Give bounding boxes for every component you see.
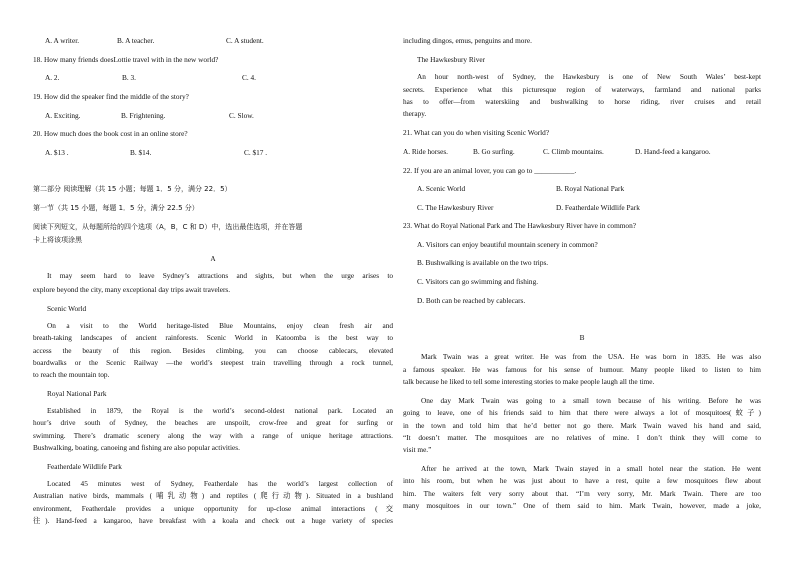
royal-park-line-2: hour’s drive south of Sydney, the beaches are unspoilt, crow-free and great for surfing or	[33, 418, 393, 427]
hawkesbury-line-2: secrets. Experience what this picturesque region of waterways, farmland and national parks	[403, 85, 761, 94]
q19-stem: 19. How did the speaker find the middle of the story?	[33, 92, 189, 101]
q20-option-a[interactable]: A. $13 .	[45, 148, 69, 157]
q19-option-b[interactable]: B. Frightening.	[121, 111, 166, 120]
q21-option-a[interactable]: A. Ride horses.	[403, 147, 448, 156]
q17-option-b[interactable]: B. A teacher.	[117, 36, 155, 45]
q20-option-b[interactable]: B. $14.	[130, 148, 152, 157]
twain-p2-line-5: visit me.”	[403, 445, 432, 454]
q18-stem: 18. How many friends doesLottie travel with in the new world?	[33, 55, 219, 64]
q18-option-a[interactable]: A. 2.	[45, 73, 60, 82]
featherdale-line-1: Located 45 minutes west of Sydney, Featherdale has the world’s largest collection of	[47, 479, 393, 488]
hawkesbury-line-3: has to offer—from waterskiing and bushwalking to horse riding, river cruises and retail	[403, 97, 761, 106]
q21-stem: 21. What can you do when visiting Scenic World?	[403, 128, 550, 137]
twain-p1-line-2: a famous speaker. He was famous for his sense of humour. Many people liked to listen to him	[403, 365, 761, 374]
featherdale-line-4: 往). Hand-feed a kangaroo, have breakfast with a koala and check out a huge variety of species	[33, 516, 393, 525]
instructions-line-2: 卡上将该项涂黑	[33, 236, 82, 244]
featherdale-continued: including dingos, emus, penguins and more.	[403, 36, 532, 45]
q18-option-b[interactable]: B. 3.	[122, 73, 136, 82]
q23-option-b[interactable]: B. Bushwalking is available on the two trips.	[417, 258, 549, 267]
q22-option-b[interactable]: B. Royal National Park	[556, 184, 625, 193]
twain-p2-line-4: “It doesn’t matter. The mosquitoes are no relatives of mine. I don’t think they will come to	[403, 433, 761, 442]
twain-p2-line-2: going to leave, one of his friends said to him that there were always a lot of mosquitoes(蚊子)	[403, 408, 761, 417]
passage-a-label: A	[210, 254, 216, 263]
q23-stem: 23. What do Royal National Park and The Hawkesbury River have in common?	[403, 221, 636, 230]
q19-option-c[interactable]: C. Slow.	[229, 111, 254, 120]
scenic-world-line-4: boardwalks or the Scenic Railway —the world’s steepest train travelling through a rock tunnel,	[33, 358, 393, 367]
q21-option-d[interactable]: D. Hand-feed a kangaroo.	[635, 147, 711, 156]
q21-option-c[interactable]: C. Climb mountains.	[543, 147, 604, 156]
q23-option-c[interactable]: C. Visitors can go swimming and fishing.	[417, 277, 539, 286]
royal-park-line-4: Bushwalking, boating, canoeing and fishing are also popular activities.	[33, 443, 240, 452]
passage-b-label: B	[579, 333, 585, 342]
twain-p1-line-1: Mark Twain was a great writer. He was from the USA. He was born in 1835. He was also	[421, 352, 761, 361]
q23-option-a[interactable]: A. Visitors can enjoy beautiful mountain scenery in common?	[417, 240, 598, 249]
instructions-line-1: 阅读下列短文，从每题所给的四个选项（A，B，C 和 D）中，选出最佳选项，并在答题	[33, 223, 303, 231]
hawkesbury-line-1: An hour north-west of Sydney, the Hawkesbury is one of New South Wales’ best-kept	[417, 72, 761, 81]
q22-option-c[interactable]: C. The Hawkesbury River	[417, 203, 494, 212]
featherdale-line-3: environment, Featherdale provides a unique opportunity for up-close animal interactions (交	[33, 504, 393, 513]
intro-line-1: It may seem hard to leave Sydney’s attractions and sights, but when the urge arises to	[47, 271, 393, 280]
q18-option-c[interactable]: C. 4.	[242, 73, 256, 82]
part2-title: 第二部分 阅读理解（共 15 小题；每题 1．5 分，满分 22．5）	[33, 185, 232, 193]
q21-option-b[interactable]: B. Go surfing.	[473, 147, 515, 156]
q19-option-a[interactable]: A. Exciting.	[45, 111, 81, 120]
featherdale-line-2: Australian native birds, mammals (哺乳动物) and reptiles (爬行动物). Situated in a bushland	[33, 491, 393, 500]
q20-option-c[interactable]: C. $17 .	[244, 148, 268, 157]
scenic-world-line-5: to reach the mountain top.	[33, 370, 110, 379]
hawkesbury-line-4: therapy.	[403, 109, 427, 118]
twain-p3-line-1: After he arrived at the town, Mark Twain stayed in a small hotel near the station. He went	[421, 464, 761, 473]
twain-p2-line-1: One day Mark Twain was going to a small town because of his writing. Before he was	[421, 396, 761, 405]
royal-park-line-1: Established in 1879, the Royal is the world’s second-oldest national park. Located an	[47, 406, 393, 415]
q22-stem: 22. If you are an animal lover, you can go to ___________.	[403, 166, 577, 175]
scenic-world-heading: Scenic World	[47, 304, 87, 313]
q20-stem: 20. How much does the book cost in an online store?	[33, 129, 188, 138]
twain-p3-line-2: into his room, but when he was just about to have a rest, quite a few mosquitoes flew about	[403, 476, 761, 485]
twain-p2-line-3: in the town and told him that he’d better not go there. Mark Twain waved his hand and said,	[403, 421, 761, 430]
royal-park-heading: Royal National Park	[47, 389, 107, 398]
q17-option-c[interactable]: C. A student.	[226, 36, 264, 45]
intro-line-2: explore beyond the city, many exceptional day trips await travelers.	[33, 285, 231, 294]
scenic-world-line-3: access the beauty of this region. Besides climbing, you can choose cablecars, elevated	[33, 346, 393, 355]
featherdale-heading: Featherdale Wildlife Park	[47, 462, 122, 471]
hawkesbury-heading: The Hawkesbury River	[417, 55, 486, 64]
section1-title: 第一节（共 15 小题，每题 1．5 分，满分 22.5 分）	[33, 204, 199, 212]
twain-p1-line-3: talk because he liked to tell some interesting stories to make people laugh all the time.	[403, 377, 655, 386]
q23-option-d[interactable]: D. Both can be reached by cablecars.	[417, 296, 526, 305]
scenic-world-line-1: On a visit to the World heritage-listed Blue Mountains, enjoy clean fresh air and	[47, 321, 393, 330]
twain-p3-line-3: him. The waiters felt very sorry about that. “I’m very sorry, Mr. Mark Twain. There are too	[403, 489, 761, 498]
q22-option-d[interactable]: D. Featherdale Wildlife Park	[556, 203, 640, 212]
q22-option-a[interactable]: A. Scenic World	[417, 184, 466, 193]
q17-option-a[interactable]: A. A writer.	[45, 36, 80, 45]
twain-p3-line-4: many mosquitoes in our town.” One of them said to him. Mark Twain, however, made a joke,	[403, 501, 761, 510]
royal-park-line-3: swimming. There’s dramatic scenery along the way with a range of unique heritage attractions.	[33, 431, 393, 440]
scenic-world-line-2: breath-taking landscapes of ancient rainforests. Scenic World in Katoomba is the best way to	[33, 333, 393, 342]
